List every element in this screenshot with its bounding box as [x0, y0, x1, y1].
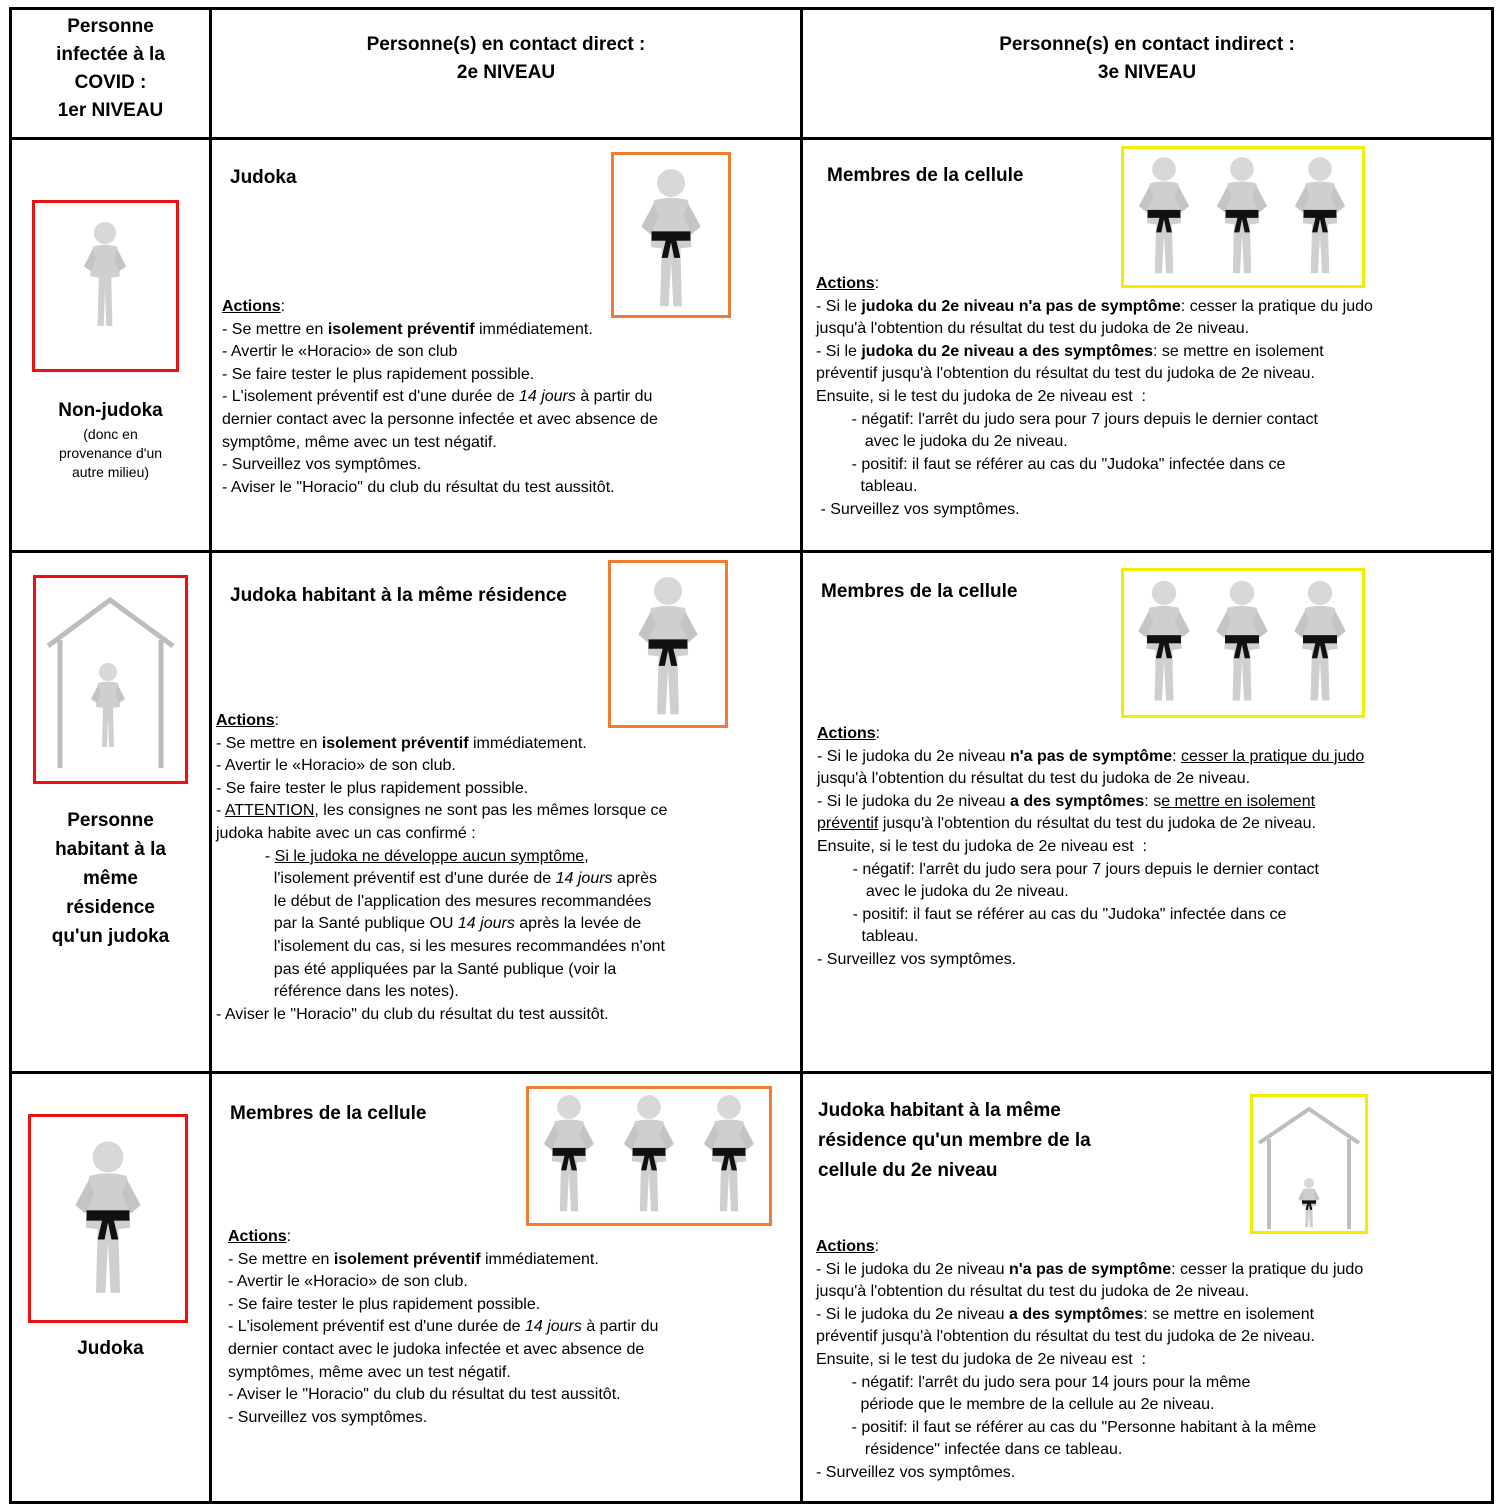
text-line: - Surveillez vos symptômes. [817, 950, 1017, 968]
text-line: dernier contact avec la personne infectée et avec absence de [222, 410, 658, 428]
judoka-group-icon [529, 1089, 769, 1223]
text-line: - Avertir le «Horacio» de son club. [216, 757, 456, 775]
text-line: - Se faire tester le plus rapidement possible. [228, 1295, 541, 1313]
text-line: - Si le judoka du 2e niveau a des symptômes: se mettre en isolement [817, 792, 1316, 810]
text-line: référence dans les notes). [216, 983, 459, 1001]
text-line: - négatif: l'arrêt du judo sera pour 7 jours depuis le dernier contact [817, 860, 1319, 878]
text-line: le début de l'application des mesures recommandées [216, 892, 652, 910]
row-divider [9, 1071, 1494, 1074]
text-line: tableau. [817, 928, 919, 946]
text-line: - Avertir le «Horacio» de son club [222, 343, 458, 361]
row2-right-actions: Actions: - Si le judoka du 2e niveau n'a pas de symptôme: cesser la pratique du judo jusqu'à l'obtention du résultat du test du judoka de 2e niveau. - Si le judoka du 2e niveau a des symptômes: se mettre en isolement préventif jusqu'à l'obtention du résultat du test du judoka de 2e niveau. Ensuite, si le test du judoka de 2e niveau est : - négatif: l'arrêt du judo sera pour 7 jours depuis le dernier contact avec le judoka du 2e niveau. - positif: il faut se référer au cas du "Judoka" infectée dans ce tableau. - Surveillez vos symptômes. [817, 723, 1364, 972]
header-level2: Personne(s) en contact direct : 2e NIVEAU [366, 34, 646, 83]
judoka-icon [611, 563, 725, 725]
row1-mid-title: Judoka [230, 167, 297, 188]
row-divider [9, 137, 1494, 140]
text-line: - Si le judoka du 2e niveau a des symptômes: se mettre en isolement [816, 1305, 1315, 1323]
text-line: - Se mettre en isolement préventif immédiatement. [216, 734, 587, 752]
text-line: préventif jusqu'à l'obtention du résultat du test du judoka de 2e niveau. [816, 365, 1315, 383]
text-line: l'isolement préventif est d'une durée de 14 jours après [216, 870, 658, 888]
row1-right-title: Membres de la cellule [827, 165, 1024, 186]
row2-mid-actions: Actions: - Se mettre en isolement préventif immédiatement. - Avertir le «Horacio» de son club. - Se faire tester le plus rapidement possible. - ATTENTION, les consignes ne sont pas les mêmes lorsque ce judoka habite avec un cas confirmé : - Si le judoka ne développe aucun symptôme, l'isolement préventif est d'une durée de 14 jours après le début de l'application des mesures recommandées par la Santé publique OU 14 jours après la levée de l'isolement du cas, si les mesures recommandées n'ont pas été appliquées par la Santé publique (voir la référence dans les notes). - Aviser le "Horacio" du club du résultat du test aussitôt. [216, 710, 667, 1026]
text-line: - Se faire tester le plus rapidement possible. [222, 365, 535, 383]
row1-left-label: Non-judoka (donc en provenance d'un autre milieu) [58, 400, 163, 480]
text-line: Ensuite, si le test du judoka de 2e niveau est : [816, 1350, 1146, 1368]
judoka-icon [614, 155, 728, 315]
text-line: dernier contact avec le judoka infectée et avec absence de [228, 1340, 645, 1358]
judoka-group-icon [1124, 149, 1362, 285]
row1-right-actions: Actions: - Si le judoka du 2e niveau n'a pas de symptôme: cesser la pratique du judo jusqu'à l'obtention du résultat du test du judoka de 2e niveau. - Si le judoka du 2e niveau a des symptômes: se mettre en isolement préventif jusqu'à l'obtention du résultat du test du judoka de 2e niveau. Ensuite, si le test du judoka de 2e niveau est : - négatif: l'arrêt du judo sera pour 7 jours depuis le dernier contact avec le judoka du 2e niveau. - positif: il faut se référer au cas du "Judoka" infectée dans ce tableau. - Surveillez vos symptômes. [816, 273, 1373, 522]
column-divider [800, 7, 803, 1504]
judoka-frame [611, 152, 731, 318]
row3-right-actions: Actions: - Si le judoka du 2e niveau n'a pas de symptôme: cesser la pratique du judo jusqu'à l'obtention du résultat du test du judoka de 2e niveau. - Si le judoka du 2e niveau a des symptômes: se mettre en isolement préventif jusqu'à l'obtention du résultat du test du judoka de 2e niveau. Ensuite, si le test du judoka de 2e niveau est : - négatif: l'arrêt du judo sera pour 14 jours pour la même période que le membre de la cellule au 2e niveau. - positif: il faut se référer au cas du "Personne habitant à la même résidence" infectée dans ce tableau. - Surveillez vos symptômes. [816, 1236, 1363, 1485]
text-line: symptôme, même avec un test négatif. [222, 433, 497, 451]
text-line: - Se mettre en isolement préventif immédiatement. [228, 1250, 599, 1268]
row-divider [9, 550, 1494, 553]
text-line: avec le judoka du 2e niveau. [817, 883, 1069, 901]
row3-mid-title: Membres de la cellule [230, 1103, 427, 1124]
text-line: - Si le judoka du 2e niveau n'a pas de symptôme: cesser la pratique du judo [816, 1260, 1364, 1278]
text-line: Ensuite, si le test du judoka de 2e niveau est : [816, 387, 1146, 405]
text-line: symptômes, même avec un test négatif. [228, 1363, 511, 1381]
row2-right-title: Membres de la cellule [821, 581, 1018, 602]
header-level3: Personne(s) en contact indirect : 3e NIVEAU [999, 34, 1295, 83]
text-line: préventif jusqu'à l'obtention du résultat du test du judoka de 2e niveau. [816, 1328, 1315, 1346]
text-line: résidence" infectée dans ce tableau. [816, 1441, 1123, 1459]
text-line: - Se mettre en isolement préventif immédiatement. [222, 320, 593, 338]
text-line: - L'isolement préventif est d'une durée de 14 jours à partir du [228, 1318, 659, 1336]
row3-mid-actions: Actions: - Se mettre en isolement préventif immédiatement. - Avertir le «Horacio» de son club. - Se faire tester le plus rapidement possible. - L'isolement préventif est d'une durée de 14 jours à partir du dernier contact avec le judoka infectée et avec absence de symptômes, même avec un test négatif. - Aviser le "Horacio" du club du résultat du test aussitôt. - Surveillez vos symptômes. [228, 1226, 658, 1429]
text-line: - Aviser le "Horacio" du club du résultat du test aussitôt. [228, 1386, 621, 1404]
header-level1: Personne infectée à la COVID : 1er NIVEAU [56, 16, 165, 121]
cell-members-frame [526, 1086, 772, 1226]
text-line: l'isolement du cas, si les mesures recommandées n'ont [216, 937, 665, 955]
text-line: - L'isolement préventif est d'une durée de 14 jours à partir du [222, 388, 653, 406]
house-icon [1253, 1097, 1365, 1231]
judoka-frame [608, 560, 728, 728]
text-line: jusqu'à l'obtention du résultat du test du judoka de 2e niveau. [816, 320, 1250, 338]
column-divider [209, 7, 212, 1504]
row3-right-title: Judoka habitant à la même résidence qu'un membre de la cellule du 2e niveau [818, 1100, 1091, 1181]
text-line: préventif jusqu'à l'obtention du résultat du test du judoka de 2e niveau. [817, 815, 1316, 833]
text-line: - Surveillez vos symptômes. [228, 1408, 428, 1426]
text-line: par la Santé publique OU 14 jours après la levée de [216, 915, 642, 933]
text-line: judoka habite avec un cas confirmé : [216, 824, 476, 842]
text-line: - Surveillez vos symptômes. [816, 1463, 1016, 1481]
row2-mid-title: Judoka habitant à la même résidence [230, 585, 567, 606]
text-line: - Si le judoka du 2e niveau n'a pas de symptôme: cesser la pratique du judo [817, 747, 1365, 765]
text-line: - négatif: l'arrêt du judo sera pour 14 jours pour la même [816, 1373, 1251, 1391]
row3-left-label: Judoka [77, 1338, 144, 1359]
text-line: jusqu'à l'obtention du résultat du test du judoka de 2e niveau. [817, 770, 1251, 788]
judoka-group-icon [1124, 571, 1362, 715]
text-line: - Surveillez vos symptômes. [816, 500, 1020, 518]
text-line: - négatif: l'arrêt du judo sera pour 7 jours depuis le dernier contact [816, 410, 1318, 428]
infected-household-frame [33, 575, 188, 784]
text-line: - Aviser le "Horacio" du club du résultat du test aussitôt. [222, 478, 615, 496]
cell-members-frame [1121, 146, 1365, 288]
infected-judoka-frame [28, 1114, 188, 1323]
text-line: période que le membre de la cellule au 2e niveau. [816, 1396, 1215, 1414]
text-line: - positif: il faut se référer au cas du "Judoka" infectée dans ce [817, 905, 1287, 923]
house-icon [36, 578, 185, 781]
cell-members-frame [1121, 568, 1365, 718]
text-line: - ATTENTION, les consignes ne sont pas les mêmes lorsque ce [216, 802, 668, 820]
text-line: - Aviser le "Horacio" du club du résultat du test aussitôt. [216, 1005, 609, 1023]
text-line: jusqu'à l'obtention du résultat du test du judoka de 2e niveau. [816, 1283, 1250, 1301]
person-icon [35, 203, 176, 369]
judoka-icon [31, 1117, 185, 1320]
text-line: - Si le judoka du 2e niveau a des symptômes: se mettre en isolement [816, 342, 1324, 360]
household-frame [1250, 1094, 1368, 1234]
infected-person-frame [32, 200, 179, 372]
text-line: Ensuite, si le test du judoka de 2e niveau est : [817, 837, 1147, 855]
text-line: avec le judoka du 2e niveau. [816, 433, 1068, 451]
row2-left-label: Personne habitant à la même résidence qu'un judoka [51, 810, 170, 947]
row1-mid-actions: Actions: - Se mettre en isolement préventif immédiatement. - Avertir le «Horacio» de son club - Se faire tester le plus rapidement possible. - L'isolement préventif est d'une durée de 14 jours à partir du dernier contact avec la personne infectée et avec absence de symptôme, même avec un test négatif. - Surveillez vos symptômes. - Aviser le "Horacio" du club du résultat du test aussitôt. [222, 296, 658, 499]
text-line: - Surveillez vos symptômes. [222, 456, 422, 474]
text-line: - positif: il faut se référer au cas du "Judoka" infectée dans ce [816, 455, 1286, 473]
text-line: - positif: il faut se référer au cas du "Personne habitant à la même [816, 1418, 1317, 1436]
text-line: - Si le judoka du 2e niveau n'a pas de symptôme: cesser la pratique du judo [816, 297, 1373, 315]
text-line: - Si le judoka ne développe aucun symptôme, [216, 847, 589, 865]
text-line: pas été appliquées par la Santé publique (voir la [216, 960, 617, 978]
text-line: - Se faire tester le plus rapidement possible. [216, 779, 529, 797]
text-line: tableau. [816, 478, 918, 496]
text-line: - Avertir le «Horacio» de son club. [228, 1273, 468, 1291]
